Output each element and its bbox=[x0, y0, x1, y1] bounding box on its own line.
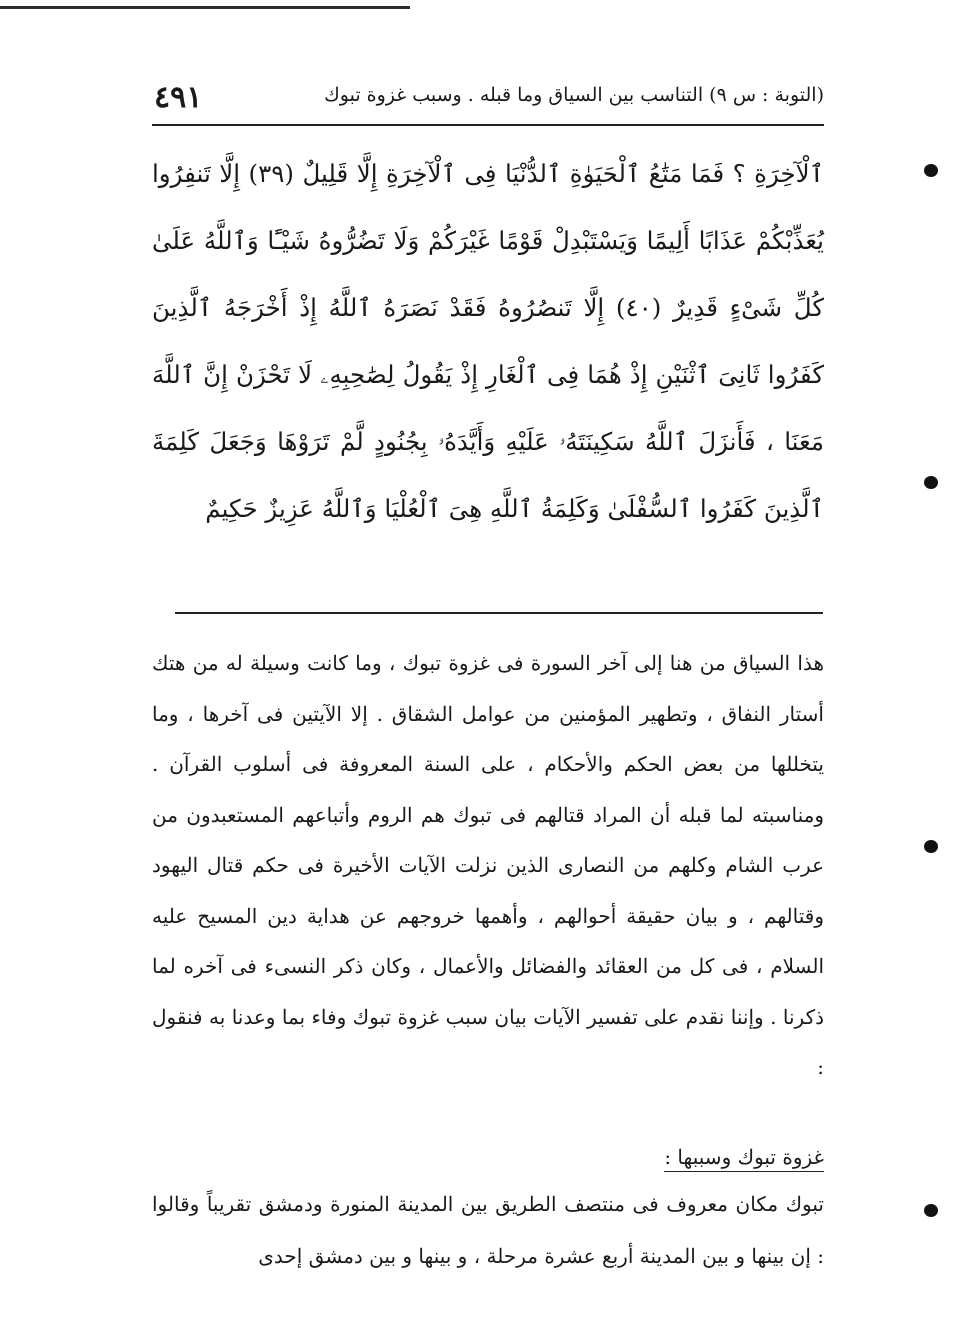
commentary-paragraph: هذا السياق من هنا إلى آخر السورة فى غزوة تبوك ، وما كانت وسيلة له من هتك أستار النفاق ، وتطهير المؤمنين من عوامل الشقاق . إلا الآيتين فى آخرها ، وما يتخللها من بعض الحكم والأحكام ، على السنة المعروفة فى أسلوب القرآن . ومناسبته لما قبله أن المراد قتالهم فى تبوك هم الروم وأتباعهم المستعبدون من عرب الشام وكلهم من النصارى الذين نزلت الآيات الأخيرة فى حكم قتال اليهود وقتالهم ، و بيان حقيقة أحوالهم ، وأهمها خروجهم عن هداية دين المسيح عليه السلام ، فى كل من العقائد والفضائل والأعمال ، وكان ذكر النسىء فى آخره لما ذكرنا . وإننا نقدم على تفسير الآيات بيان سبب غزوة تبوك وفاء بما وعدنا به فنقول : bbox=[152, 651, 824, 1079]
punch-hole-mark bbox=[924, 476, 938, 489]
running-header bbox=[152, 82, 824, 122]
subheading-container bbox=[664, 1145, 824, 1172]
header-rule bbox=[152, 124, 824, 126]
top-edge-rule bbox=[0, 6, 410, 9]
subheading: غزوة تبوك وسببها : bbox=[664, 1145, 824, 1172]
quran-verses: ٱلْآخِرَةِ ؟ فَمَا مَتَٰعُ ٱلْحَيَوٰةِ ٱلدُّنْيَا فِى ٱلْآخِرَةِ إِلَّا قَلِيلٌ (٣٩) إِلَّا تَنفِرُوا يُعَذِّبْكُمْ عَذَابًا أَلِيمًا وَيَسْتَبْدِلْ قَوْمًا غَيْرَكُمْ وَلَا تَضُرُّوهُ شَيْـًٔا وَٱللَّهُ عَلَىٰ كُلِّ شَىْءٍ قَدِيرٌ (٤٠) إِلَّا تَنصُرُوهُ فَقَدْ نَصَرَهُ ٱللَّهُ إِذْ أَخْرَجَهُ ٱلَّذِينَ كَفَرُوا ثَانِىَ ٱثْنَيْنِ إِذْ هُمَا فِى ٱلْغَارِ إِذْ يَقُولُ لِصَٰحِبِهِۦ لَا تَحْزَنْ إِنَّ ٱللَّهَ مَعَنَا ، فَأَنزَلَ ٱللَّهُ سَكِينَتَهُۥ عَلَيْهِ وَأَيَّدَهُۥ بِجُنُودٍ لَّمْ تَرَوْهَا وَجَعَلَ كَلِمَةَ ٱلَّذِينَ كَفَرُوا ٱلسُّفْلَىٰ وَكَلِمَةُ ٱللَّهِ هِىَ ٱلْعُلْيَا وَٱللَّهُ عَزِيزٌ حَكِيمٌ bbox=[152, 159, 824, 523]
section-divider bbox=[175, 612, 823, 614]
page-number: ٤٩١ bbox=[154, 80, 203, 115]
commentary-paragraph-2: تبوك مكان معروف فى منتصف الطريق بين المدينة المنورة ودمشق تقريباً وقالوا : إن بينها و بين المدينة أربع عشرة مرحلة ، و بينها و بين دمشق إحدى bbox=[152, 1192, 824, 1268]
punch-hole-mark bbox=[924, 164, 938, 177]
punch-hole-mark bbox=[924, 840, 938, 853]
header-title: (التوبة : س ٩) التناسب بين السياق وما قبله . وسبب غزوة تبوك bbox=[324, 84, 824, 106]
punch-hole-mark bbox=[924, 1204, 938, 1217]
